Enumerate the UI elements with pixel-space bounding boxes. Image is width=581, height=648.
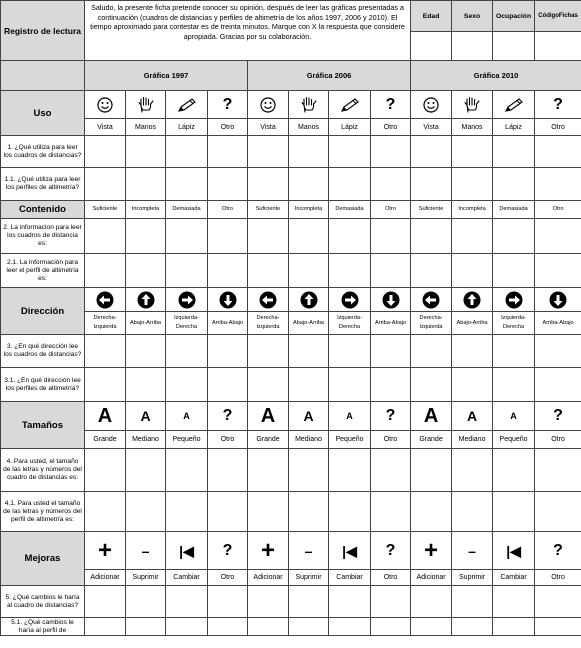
answer-cell[interactable]	[452, 368, 493, 402]
option-label-mejoras: Adicionar	[248, 570, 289, 586]
option-label-tamanos: Mediano	[289, 431, 329, 449]
replace-arrow-icon: |◀	[493, 532, 535, 570]
answer-cell[interactable]	[535, 492, 581, 532]
question-icon: ?	[371, 91, 411, 119]
question-icon: ?	[371, 402, 411, 431]
answer-cell[interactable]	[535, 219, 581, 254]
answer-cell[interactable]	[248, 219, 289, 254]
option-label-direccion: Izquierda-Derecha	[329, 312, 371, 335]
question-icon: ?	[208, 532, 248, 570]
answer-cell[interactable]	[248, 168, 289, 201]
option-label-mejoras: Otro	[371, 570, 411, 586]
question-icon: ?	[208, 402, 248, 431]
letter-a-small-icon: A	[166, 402, 208, 431]
answer-cell[interactable]	[493, 254, 535, 288]
option-label-tamanos: Mediano	[126, 431, 166, 449]
grafica-1997-header: Gráfica 1997	[85, 61, 248, 91]
answer-cell[interactable]	[371, 254, 411, 288]
answer-cell[interactable]	[329, 254, 371, 288]
field-edad-input[interactable]	[411, 32, 452, 61]
answer-cell[interactable]	[535, 368, 581, 402]
blank-corner	[1, 61, 85, 91]
option-label-tamanos: Pequeño	[493, 431, 535, 449]
option-label-uso: Lápiz	[493, 119, 535, 136]
answer-cell[interactable]	[493, 168, 535, 201]
pencil-icon	[493, 91, 535, 119]
replace-arrow-icon: |◀	[329, 532, 371, 570]
option-label-mejoras: Cambiar	[493, 570, 535, 586]
pencil-icon	[329, 91, 371, 119]
answer-cell[interactable]	[535, 618, 581, 636]
option-label-direccion: Arriba-Abajo	[371, 312, 411, 335]
option-label-uso: Manos	[289, 119, 329, 136]
field-codigo-input[interactable]	[535, 32, 581, 61]
answer-cell[interactable]	[411, 219, 452, 254]
section-title-tamanos: Tamaños	[1, 402, 85, 449]
option-label-mejoras: Otro	[208, 570, 248, 586]
question-icon: ?	[535, 532, 581, 570]
answer-cell[interactable]	[208, 219, 248, 254]
answer-cell[interactable]	[126, 492, 166, 532]
option-label-tamanos: Pequeño	[329, 431, 371, 449]
intro-text: Saludo, la presente ficha pretende conocer su opinión, después de leer las gráficas presentadas a continuación (cuadros de distancias y perfiles de altimetría de los años 1997, 2006 y 2010). El tiempo aproximado para contestar es de treinta minutos. Marque con X la respuesta que considere apropiada. Gracias por su colaboración.	[85, 1, 411, 61]
option-label-contenido: Incompleta	[126, 201, 166, 219]
option-label-uso: Otro	[371, 119, 411, 136]
option-label-direccion: Derecha-Izquierda	[85, 312, 126, 335]
answer-cell[interactable]	[85, 219, 126, 254]
answer-cell[interactable]	[411, 168, 452, 201]
section-title-direccion: Dirección	[1, 288, 85, 335]
answer-cell[interactable]	[289, 449, 329, 492]
question-label: 4.1. Para usted el tamaño de las letras y números del perfil de altimetría es:	[1, 492, 85, 532]
question-icon: ?	[371, 532, 411, 570]
option-label-direccion: Abajo-Arriba	[126, 312, 166, 335]
answer-cell[interactable]	[371, 449, 411, 492]
answer-cell[interactable]	[535, 168, 581, 201]
answer-cell[interactable]	[166, 168, 208, 201]
letter-a-small-icon: A	[493, 402, 535, 431]
answer-cell[interactable]	[208, 492, 248, 532]
answer-cell[interactable]	[411, 368, 452, 402]
arrow-down-icon	[535, 288, 581, 312]
answer-cell[interactable]	[289, 219, 329, 254]
answer-cell[interactable]	[248, 136, 289, 168]
answer-cell[interactable]	[371, 586, 411, 618]
answer-cell[interactable]	[493, 136, 535, 168]
option-label-direccion: Abajo-Arriba	[452, 312, 493, 335]
letter-a-large-icon: A	[411, 402, 452, 431]
answer-cell[interactable]	[248, 586, 289, 618]
minus-icon: –	[452, 532, 493, 570]
answer-cell[interactable]	[371, 335, 411, 368]
answer-cell[interactable]	[208, 335, 248, 368]
smiley-icon	[85, 91, 126, 119]
answer-cell[interactable]	[85, 586, 126, 618]
answer-cell[interactable]	[85, 254, 126, 288]
answer-cell[interactable]	[126, 168, 166, 201]
answer-cell[interactable]	[248, 368, 289, 402]
arrow-up-icon	[289, 288, 329, 312]
answer-cell[interactable]	[452, 219, 493, 254]
question-icon: ?	[535, 91, 581, 119]
answer-cell[interactable]	[452, 586, 493, 618]
answer-cell[interactable]	[166, 618, 208, 636]
option-label-mejoras: Adicionar	[411, 570, 452, 586]
answer-cell[interactable]	[493, 335, 535, 368]
answer-cell[interactable]	[85, 618, 126, 636]
letter-a-medium-icon: A	[452, 402, 493, 431]
option-label-contenido: Demasiada	[166, 201, 208, 219]
answer-cell[interactable]	[452, 335, 493, 368]
answer-cell[interactable]	[411, 449, 452, 492]
option-label-mejoras: Suprimir	[289, 570, 329, 586]
option-label-tamanos: Otro	[535, 431, 581, 449]
arrow-left-icon	[85, 288, 126, 312]
answer-cell[interactable]	[166, 586, 208, 618]
plus-icon: +	[411, 532, 452, 570]
answer-cell[interactable]	[166, 136, 208, 168]
answer-cell[interactable]	[248, 449, 289, 492]
answer-cell[interactable]	[493, 368, 535, 402]
option-label-mejoras: Suprimir	[452, 570, 493, 586]
answer-cell[interactable]	[452, 254, 493, 288]
option-label-uso: Lápiz	[329, 119, 371, 136]
answer-cell[interactable]	[248, 492, 289, 532]
arrow-down-icon	[208, 288, 248, 312]
answer-cell[interactable]	[411, 618, 452, 636]
answer-cell[interactable]	[126, 136, 166, 168]
answer-cell[interactable]	[208, 168, 248, 201]
question-label: 2.1. La información para leer el perfil de altimetría es:	[1, 254, 85, 288]
pencil-icon	[166, 91, 208, 119]
answer-cell[interactable]	[535, 254, 581, 288]
arrow-left-icon	[248, 288, 289, 312]
option-label-direccion: Arriba-Abajo	[535, 312, 581, 335]
option-label-direccion: Izquierda-Derecha	[166, 312, 208, 335]
answer-cell[interactable]	[166, 335, 208, 368]
option-label-direccion: Izquierda-Derecha	[493, 312, 535, 335]
answer-cell[interactable]	[535, 586, 581, 618]
answer-cell[interactable]	[85, 368, 126, 402]
section-title-contenido: Contenido	[1, 201, 85, 219]
option-label-mejoras: Otro	[535, 570, 581, 586]
option-label-contenido: Otro	[535, 201, 581, 219]
option-label-tamanos: Pequeño	[166, 431, 208, 449]
option-label-uso: Manos	[126, 119, 166, 136]
question-label: 3.1. ¿En qué dirección lee los perfiles de altimetría?	[1, 368, 85, 402]
option-label-uso: Manos	[452, 119, 493, 136]
hand-icon	[126, 91, 166, 119]
answer-cell[interactable]	[329, 168, 371, 201]
option-label-direccion: Derecha-Izquierda	[411, 312, 452, 335]
answer-cell[interactable]	[289, 492, 329, 532]
answer-cell[interactable]	[126, 254, 166, 288]
option-label-contenido: Incompleta	[452, 201, 493, 219]
answer-cell[interactable]	[452, 136, 493, 168]
option-label-uso: Vista	[248, 119, 289, 136]
option-label-tamanos: Otro	[371, 431, 411, 449]
registro-label: Registro de lectura	[1, 1, 85, 61]
option-label-tamanos: Otro	[208, 431, 248, 449]
answer-cell[interactable]	[411, 586, 452, 618]
option-label-contenido: Otro	[371, 201, 411, 219]
smiley-icon	[411, 91, 452, 119]
letter-a-large-icon: A	[85, 402, 126, 431]
option-label-contenido: Otro	[208, 201, 248, 219]
field-sexo-input[interactable]	[452, 32, 493, 61]
question-label: 4. Para usted, el tamaño de las letras y números del cuadro de distancias es:	[1, 449, 85, 492]
field-codigo-label: CódigoFichas	[535, 1, 581, 32]
answer-cell[interactable]	[126, 618, 166, 636]
field-ocupacion-label: Ocupación	[493, 1, 535, 32]
arrow-right-icon	[166, 288, 208, 312]
field-edad-label: Edad	[411, 1, 452, 32]
question-label: 1. ¿Qué utiliza para leer los cuadros de distancias?	[1, 136, 85, 168]
answer-cell[interactable]	[289, 368, 329, 402]
arrow-down-icon	[371, 288, 411, 312]
answer-cell[interactable]	[208, 449, 248, 492]
hand-icon	[452, 91, 493, 119]
answer-cell[interactable]	[329, 618, 371, 636]
answer-cell[interactable]	[166, 492, 208, 532]
letter-a-large-icon: A	[248, 402, 289, 431]
answer-cell[interactable]	[166, 254, 208, 288]
replace-arrow-icon: |◀	[166, 532, 208, 570]
answer-cell[interactable]	[535, 136, 581, 168]
option-label-contenido: Suficiente	[248, 201, 289, 219]
question-icon: ?	[535, 402, 581, 431]
hand-icon	[289, 91, 329, 119]
option-label-uso: Otro	[208, 119, 248, 136]
option-label-tamanos: Grande	[85, 431, 126, 449]
arrow-up-icon	[452, 288, 493, 312]
answer-cell[interactable]	[371, 168, 411, 201]
option-label-uso: Vista	[411, 119, 452, 136]
answer-cell[interactable]	[329, 136, 371, 168]
question-label: 1.1. ¿Qué utiliza para leer los perfiles de altimetría?	[1, 168, 85, 201]
answer-cell[interactable]	[126, 586, 166, 618]
answer-cell[interactable]	[166, 449, 208, 492]
answer-cell[interactable]	[493, 618, 535, 636]
option-label-uso: Vista	[85, 119, 126, 136]
answer-cell[interactable]	[371, 492, 411, 532]
option-label-uso: Lápiz	[166, 119, 208, 136]
option-label-uso: Otro	[535, 119, 581, 136]
answer-cell[interactable]	[85, 168, 126, 201]
option-label-contenido: Incompleta	[289, 201, 329, 219]
answer-cell[interactable]	[166, 219, 208, 254]
answer-cell[interactable]	[248, 335, 289, 368]
answer-cell[interactable]	[452, 449, 493, 492]
grafica-2010-header: Gráfica 2010	[411, 61, 581, 91]
answer-cell[interactable]	[289, 254, 329, 288]
answer-cell[interactable]	[493, 586, 535, 618]
option-label-tamanos: Mediano	[452, 431, 493, 449]
answer-cell[interactable]	[329, 219, 371, 254]
answer-cell[interactable]	[289, 136, 329, 168]
answer-cell[interactable]	[248, 254, 289, 288]
answer-cell[interactable]	[85, 136, 126, 168]
answer-cell[interactable]	[493, 449, 535, 492]
answer-cell[interactable]	[329, 492, 371, 532]
option-label-mejoras: Adicionar	[85, 570, 126, 586]
arrow-right-icon	[329, 288, 371, 312]
minus-icon: –	[289, 532, 329, 570]
answer-cell[interactable]	[411, 254, 452, 288]
answer-cell[interactable]	[85, 492, 126, 532]
answer-cell[interactable]	[452, 168, 493, 201]
arrow-right-icon	[493, 288, 535, 312]
arrow-left-icon	[411, 288, 452, 312]
smiley-icon	[248, 91, 289, 119]
answer-cell[interactable]	[329, 368, 371, 402]
answer-cell[interactable]	[126, 368, 166, 402]
answer-cell[interactable]	[289, 586, 329, 618]
grafica-2006-header: Gráfica 2006	[248, 61, 411, 91]
answer-cell[interactable]	[85, 335, 126, 368]
option-label-mejoras: Cambiar	[329, 570, 371, 586]
answer-cell[interactable]	[493, 219, 535, 254]
field-ocupacion-input[interactable]	[493, 32, 535, 61]
option-label-direccion: Derecha-Izquierda	[248, 312, 289, 335]
answer-cell[interactable]	[411, 335, 452, 368]
plus-icon: +	[248, 532, 289, 570]
answer-cell[interactable]	[371, 136, 411, 168]
answer-cell[interactable]	[289, 335, 329, 368]
section-title-uso: Uso	[1, 91, 85, 136]
letter-a-medium-icon: A	[126, 402, 166, 431]
section-title-mejoras: Mejoras	[1, 532, 85, 586]
answer-cell[interactable]	[166, 368, 208, 402]
option-label-mejoras: Cambiar	[166, 570, 208, 586]
question-label: 3. ¿En qué dirección lee los cuadros de distancias?	[1, 335, 85, 368]
letter-a-small-icon: A	[329, 402, 371, 431]
option-label-direccion: Arriba-Abajo	[208, 312, 248, 335]
answer-cell[interactable]	[493, 492, 535, 532]
letter-a-medium-icon: A	[289, 402, 329, 431]
answer-cell[interactable]	[126, 335, 166, 368]
answer-cell[interactable]	[411, 492, 452, 532]
answer-cell[interactable]	[126, 219, 166, 254]
option-label-contenido: Suficiente	[411, 201, 452, 219]
answer-cell[interactable]	[329, 449, 371, 492]
answer-cell[interactable]	[535, 335, 581, 368]
answer-cell[interactable]	[535, 449, 581, 492]
answer-cell[interactable]	[371, 219, 411, 254]
answer-cell[interactable]	[248, 618, 289, 636]
answer-cell[interactable]	[411, 136, 452, 168]
option-label-contenido: Suficiente	[85, 201, 126, 219]
option-label-contenido: Demasiada	[329, 201, 371, 219]
option-label-tamanos: Grande	[411, 431, 452, 449]
answer-cell[interactable]	[329, 335, 371, 368]
question-label: 5. ¿Qué cambios le haría al cuadro de distancias?	[1, 586, 85, 618]
answer-cell[interactable]	[208, 136, 248, 168]
answer-cell[interactable]	[452, 492, 493, 532]
answer-cell[interactable]	[289, 168, 329, 201]
answer-cell[interactable]	[208, 586, 248, 618]
answer-cell[interactable]	[289, 618, 329, 636]
question-label: 2. La informacion para leer los cuadros de distancia es:	[1, 219, 85, 254]
answer-cell[interactable]	[452, 618, 493, 636]
answer-cell[interactable]	[329, 586, 371, 618]
answer-cell[interactable]	[208, 368, 248, 402]
option-label-contenido: Demasiada	[493, 201, 535, 219]
answer-cell[interactable]	[371, 618, 411, 636]
field-sexo-label: Sexo	[452, 1, 493, 32]
plus-icon: +	[85, 532, 126, 570]
answer-cell[interactable]	[208, 618, 248, 636]
answer-cell[interactable]	[371, 368, 411, 402]
answer-cell[interactable]	[126, 449, 166, 492]
question-label: 5.1. ¿Qué cambios le haría al perfil de	[1, 618, 85, 636]
question-icon: ?	[208, 91, 248, 119]
option-label-direccion: Abajo-Arriba	[289, 312, 329, 335]
option-label-mejoras: Suprimir	[126, 570, 166, 586]
answer-cell[interactable]	[208, 254, 248, 288]
arrow-up-icon	[126, 288, 166, 312]
minus-icon: –	[126, 532, 166, 570]
answer-cell[interactable]	[85, 449, 126, 492]
option-label-tamanos: Grande	[248, 431, 289, 449]
